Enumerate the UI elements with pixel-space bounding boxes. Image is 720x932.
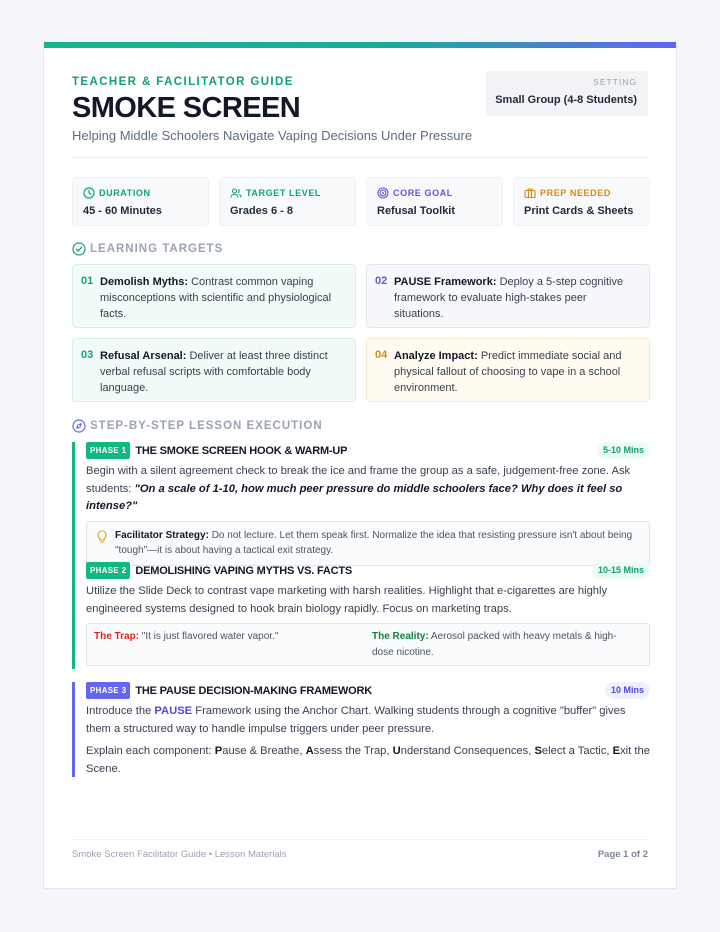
strategy-text: Do not lecture. Let them speak first. Normalize the idea that resisting pressure isn't about being "tough"—it is about having a tactical exit strategy. bbox=[115, 529, 633, 556]
phase-time: 10 Mins bbox=[605, 682, 650, 699]
phase-title: THE PAUSE DECISION-MAKING FRAMEWORK bbox=[135, 684, 372, 697]
phase-text bbox=[86, 463, 650, 516]
trap-label: The Trap: bbox=[94, 631, 140, 642]
reality-column bbox=[372, 629, 634, 660]
target-number: 04 bbox=[375, 349, 388, 361]
component-letter: E bbox=[612, 745, 621, 757]
phase-time: 10-15 Mins bbox=[592, 562, 650, 579]
learning-targets-heading bbox=[72, 242, 223, 256]
setting-label: SETTING bbox=[593, 77, 637, 87]
stat-target-level bbox=[219, 177, 356, 226]
phase-title: DEMOLISHING VAPING MYTHS VS. FACTS bbox=[135, 564, 353, 577]
target-title: Analyze Impact: bbox=[394, 350, 478, 362]
phase-text-before: Introduce the bbox=[86, 705, 152, 717]
setting-card bbox=[486, 71, 648, 116]
components-lead: Explain each component: bbox=[86, 745, 212, 757]
phase-3 bbox=[72, 682, 650, 777]
section-label: STEP-BY-STEP LESSON EXECUTION bbox=[90, 420, 323, 432]
pause-keyword: PAUSE bbox=[154, 705, 193, 717]
target-desc: Predict immediate social and physical fallout of choosing to vape in a school environment. bbox=[394, 350, 622, 394]
target-number: 03 bbox=[81, 349, 94, 361]
target-title: PAUSE Framework: bbox=[394, 276, 497, 288]
stat-value: Refusal Toolkit bbox=[377, 205, 456, 217]
target-desc: Deploy a 5-step cognitive framework to evaluate high-stakes peer situations. bbox=[394, 276, 624, 320]
target-card bbox=[72, 338, 356, 402]
phase-2 bbox=[72, 562, 650, 669]
target-text bbox=[100, 348, 345, 401]
page-number: Page 1 of 2 bbox=[597, 849, 648, 860]
pause-components bbox=[86, 743, 650, 778]
component-rest: nderstand Consequences, bbox=[400, 745, 532, 757]
compass-icon bbox=[72, 419, 86, 433]
target-text bbox=[394, 348, 639, 401]
accent-bar bbox=[44, 42, 676, 48]
component-letter: P bbox=[214, 745, 223, 757]
phase-badge: PHASE 2 bbox=[86, 562, 130, 579]
component-rest: elect a Tactic, bbox=[541, 745, 610, 757]
target-number: 02 bbox=[375, 275, 388, 287]
stat-prep-needed bbox=[513, 177, 650, 226]
component-rest: ause & Breathe, bbox=[222, 745, 303, 757]
target-title: Demolish Myths: bbox=[100, 276, 189, 288]
target-desc: Deliver at least three distinct verbal refusal scripts with comfortable body language. bbox=[100, 350, 328, 394]
target-text bbox=[394, 274, 639, 327]
phase-text-after: Framework using the Anchor Chart. Walking students through a cognitive "buffer" gives them a structured way to handle impulse triggers under peer pressure. bbox=[86, 705, 626, 735]
target-card bbox=[72, 264, 356, 328]
lesson-heading bbox=[72, 419, 323, 433]
stat-value: Grades 6 - 8 bbox=[230, 205, 293, 217]
target-icon bbox=[377, 187, 389, 199]
phase-1 bbox=[72, 442, 650, 566]
phase-time: 5-10 Mins bbox=[597, 442, 650, 459]
header-divider bbox=[72, 157, 648, 158]
target-number: 01 bbox=[81, 275, 94, 287]
phase-description: Begin with a silent agreement check to break the ice and frame the group as a safe, judgement-free zone. Ask students: bbox=[86, 465, 631, 495]
phase-text bbox=[86, 703, 650, 738]
stat-label: CORE GOAL bbox=[393, 188, 453, 198]
target-text bbox=[100, 274, 345, 327]
stat-label: PREP NEEDED bbox=[540, 188, 611, 198]
check-circle-icon bbox=[72, 242, 86, 256]
page-title: SMOKE SCREEN bbox=[72, 92, 301, 124]
trap-text: "It is just flavored water vapor." bbox=[141, 631, 279, 642]
footer-left: Smoke Screen Facilitator Guide • Lesson Materials bbox=[72, 849, 287, 860]
stats-row bbox=[72, 177, 650, 226]
target-desc: Contrast common vaping misconceptions with scientific and physiological facts. bbox=[100, 276, 332, 320]
reality-label: The Reality: bbox=[372, 631, 429, 642]
phase-text: Utilize the Slide Deck to contrast vape marketing with harsh realities. Highlight that e-cigarettes are highly engineered systems designed to hook brain biology rapidly. Focus on marketing traps. bbox=[86, 585, 608, 615]
trap-column bbox=[94, 629, 372, 660]
setting-value: Small Group (4-8 Students) bbox=[495, 94, 637, 106]
lightbulb-icon bbox=[96, 530, 108, 544]
stat-core-goal bbox=[366, 177, 503, 226]
stat-label: DURATION bbox=[99, 188, 151, 198]
component-rest: xit the Scene. bbox=[86, 745, 650, 775]
phase-badge: PHASE 3 bbox=[86, 682, 130, 699]
component-letter: S bbox=[534, 745, 542, 757]
component-letter: A bbox=[305, 745, 314, 757]
stat-duration bbox=[72, 177, 209, 226]
target-card bbox=[366, 338, 650, 402]
phase-quote: "On a scale of 1-10, how much peer pressure do middle schoolers face? Why does it feel so intense?" bbox=[86, 482, 623, 512]
section-label: LEARNING TARGETS bbox=[90, 243, 224, 255]
strategy-label: Facilitator Strategy: bbox=[115, 529, 209, 541]
stat-value: 45 - 60 Minutes bbox=[83, 205, 162, 217]
myth-fact-box bbox=[86, 623, 650, 666]
users-icon bbox=[230, 187, 242, 199]
page-subtitle: Helping Middle Schoolers Navigate Vaping Decisions Under Pressure bbox=[72, 128, 473, 143]
stat-label: TARGET LEVEL bbox=[246, 188, 322, 198]
target-card bbox=[366, 264, 650, 328]
guide-eyebrow: TEACHER & FACILITATOR GUIDE bbox=[72, 76, 294, 88]
component-letter: U bbox=[392, 745, 401, 757]
guide-page bbox=[43, 42, 677, 889]
target-title: Refusal Arsenal: bbox=[100, 350, 187, 362]
reality-text: Aerosol packed with heavy metals & high-dose nicotine. bbox=[372, 631, 617, 658]
phase-badge: PHASE 1 bbox=[86, 442, 130, 459]
briefcase-icon bbox=[524, 187, 536, 199]
clock-icon bbox=[83, 187, 95, 199]
header bbox=[72, 76, 648, 143]
phase-title: THE SMOKE SCREEN HOOK & WARM-UP bbox=[135, 444, 348, 457]
component-rest: ssess the Trap, bbox=[313, 745, 390, 757]
footer-divider bbox=[72, 839, 648, 840]
facilitator-strategy-box bbox=[86, 521, 650, 566]
stat-value: Print Cards & Sheets bbox=[524, 205, 634, 217]
